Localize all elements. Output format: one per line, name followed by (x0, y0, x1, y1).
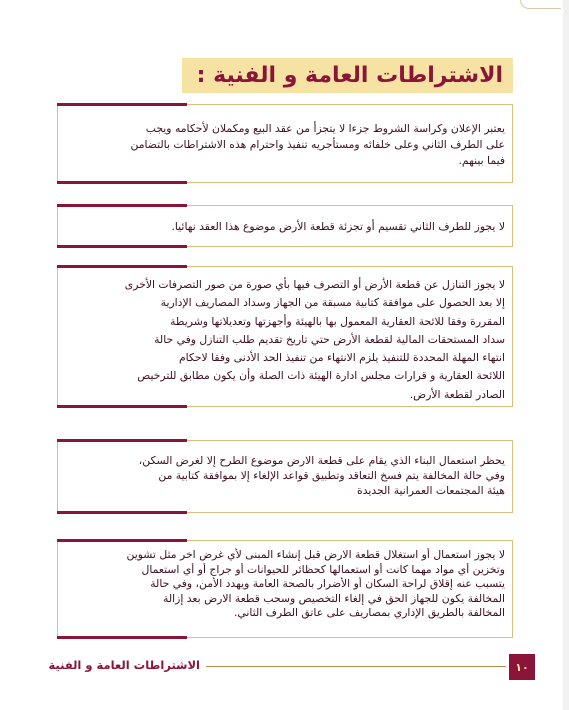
condition-line: هيئة المجتمعات العمرانية الجديدة (357, 484, 505, 497)
corner-decoration (520, 0, 561, 9)
condition-box-3 (57, 266, 513, 407)
condition-line: المقررة وفقا للائحة العقارية المعمول بها بالهيئة وأجهزتها وتعديلاتها وشريطة (170, 314, 505, 328)
condition-line: الصادر لقطعة الأرض. (409, 387, 505, 401)
condition-line: يتسبب عنه إقلاق لراحة السكان أو الأضرار بالصحة العامة ويهدد الأمن، وفي حالة (150, 577, 505, 590)
footer-divider (206, 666, 506, 667)
condition-line: فيما بينهم. (458, 153, 505, 167)
condition-line: لا يجوز استعمال أو استغلال قطعة الارض قبل إنشاء المبنى لأي غرض اخر مثل تشوين (126, 548, 505, 561)
condition-line: يحظر استعمال البناء الذي يقام على قطعة الارض موضوع الطرح إلا لغرض السكن، (138, 454, 505, 467)
condition-line: إلا بعد الحصول على موافقة كتابية مسبقة من الجهاز وسداد المصاريف الإدارية (160, 296, 505, 310)
condition-box-5 (57, 540, 513, 638)
page-edge (563, 0, 569, 710)
condition-line: يعتبر الإعلان وكراسة الشروط جزءا لا يتجزأ من عقد البيع ومكملان لأحكامه ويجب (145, 122, 505, 135)
condition-line: وفي حالة المخالفة يتم فسخ التعاقد وتطبيق قواعد الإلغاء إلا بموافقة كتابية من (158, 469, 505, 482)
condition-line: على الطرف الثاني وعلى خلفائه ومستأجريه تنفيذ واحترام هذه الاشتراطات بالتضامن (130, 137, 505, 151)
footer-title: الاشتراطات العامة و الفنية (48, 658, 200, 672)
condition-line: لا يجوز للطرف الثاني تقسيم أو تجزئة قطعة الأرض موضوع هذا العقد نهائيا. (171, 220, 505, 233)
condition-line: وتخزين أي مواد مهما كانت أو استعمالها كحظائر للحيوانات أو جراج أو أي استعمال (141, 562, 505, 576)
page-number: ١٠ (509, 654, 535, 680)
condition-box-2 (57, 205, 513, 247)
section-title-bar (182, 58, 513, 93)
condition-line: سداد المستحقات المالية لقطعة الأرض حتي تاريخ تقديم طلب التنازل وفي حالة (154, 332, 505, 346)
condition-line: المخالفة يكون للجهاز الحق في إلغاء التخصيص وسحب قطعة الارض بعد إزالة (163, 591, 505, 605)
condition-box-1 (57, 104, 513, 183)
condition-line: اللائحة العقارية و قرارات مجلس ادارة الهيئة ذات الصلة وأن يكون مطابق للترخيص (137, 369, 505, 383)
section-title: الاشتراطات العامة و الفنية : (196, 63, 503, 88)
condition-line: المخالفة بالطريق الإداري بمصاريف على عاتق الطرف الثاني. (233, 606, 505, 619)
condition-box-4 (57, 440, 513, 513)
condition-line: انتهاء المهلة المحددة للتنفيذ يلزم الانتهاء من تنفيذ الحد الأدنى وفقا لاحكام (178, 351, 505, 365)
condition-line: لا يجوز التنازل عن قطعة الأرض أو التصرف فيها بأي صورة من صور التصرفات الأخرى (124, 278, 505, 291)
